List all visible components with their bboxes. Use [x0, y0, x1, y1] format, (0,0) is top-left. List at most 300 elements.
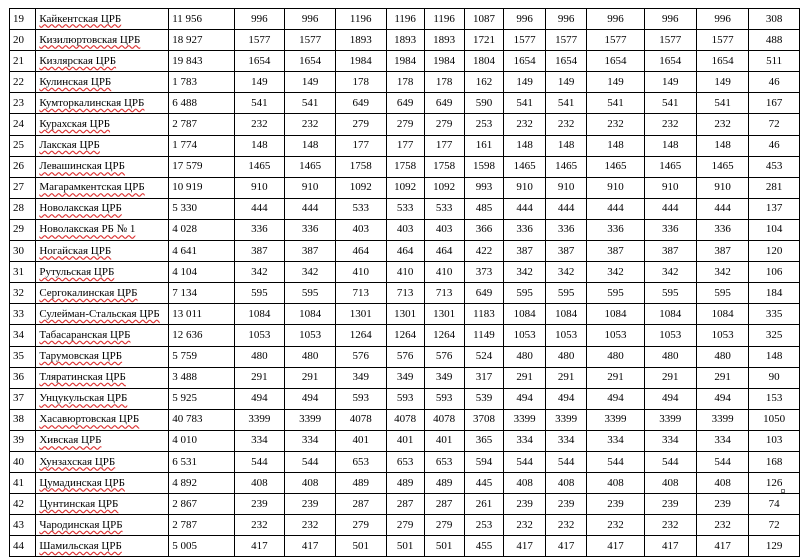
value-cell: 103 — [749, 430, 800, 451]
value-cell: 401 — [424, 430, 464, 451]
value-cell: 489 — [335, 473, 386, 494]
value-cell: 996 — [545, 9, 586, 30]
value-cell: 161 — [464, 135, 504, 156]
value-cell: 148 — [234, 135, 285, 156]
value-cell: 149 — [587, 72, 644, 93]
value-cell: 336 — [285, 219, 336, 240]
value-cell: 153 — [749, 388, 800, 409]
value-cell: 1893 — [386, 30, 424, 51]
value-cell: 1577 — [285, 30, 336, 51]
value-cell: 178 — [335, 72, 386, 93]
value-cell: 1577 — [234, 30, 285, 51]
value-cell: 1984 — [335, 51, 386, 72]
value-cell: 72 — [749, 114, 800, 135]
table-row — [10, 241, 800, 262]
value-cell: 417 — [504, 536, 545, 557]
value-cell: 137 — [749, 198, 800, 219]
hospital-name-cell — [36, 241, 169, 262]
value-cell: 334 — [285, 430, 336, 451]
hospital-name-cell — [36, 219, 169, 240]
table-row — [10, 72, 800, 93]
value-cell: 232 — [644, 114, 696, 135]
value-cell: 287 — [424, 494, 464, 515]
value-cell: 336 — [234, 219, 285, 240]
value-cell: 1465 — [504, 156, 545, 177]
value-cell: 590 — [464, 93, 504, 114]
row-number-cell: 43 — [10, 515, 36, 536]
hospital-name: Тляратинская ЦРБ — [39, 371, 126, 384]
value-cell: 544 — [285, 451, 336, 472]
value-cell: 1893 — [335, 30, 386, 51]
value-cell: 149 — [234, 72, 285, 93]
table-row — [10, 262, 800, 283]
total-cell: 7 134 — [169, 283, 234, 304]
value-cell: 3399 — [285, 409, 336, 430]
value-cell: 308 — [749, 9, 800, 30]
hospital-name: Унцукульская ЦРБ — [39, 392, 128, 405]
total-cell: 12 636 — [169, 325, 234, 346]
row-number-cell: 31 — [10, 262, 36, 283]
value-cell: 1053 — [545, 325, 586, 346]
value-cell: 1264 — [424, 325, 464, 346]
row-number-cell: 36 — [10, 367, 36, 388]
value-cell: 149 — [504, 72, 545, 93]
value-cell: 576 — [335, 346, 386, 367]
hospital-name: Сергокалинская ЦРБ — [39, 286, 138, 299]
value-cell: 1084 — [644, 304, 696, 325]
value-cell: 232 — [587, 114, 644, 135]
value-cell: 1084 — [234, 304, 285, 325]
value-cell: 1149 — [464, 325, 504, 346]
value-cell: 387 — [545, 241, 586, 262]
value-cell: 494 — [504, 388, 545, 409]
value-cell: 417 — [587, 536, 644, 557]
hospital-name-cell — [36, 177, 169, 198]
value-cell: 593 — [424, 388, 464, 409]
value-cell: 281 — [749, 177, 800, 198]
table-row — [10, 283, 800, 304]
value-cell: 410 — [386, 262, 424, 283]
value-cell: 148 — [545, 135, 586, 156]
value-cell: 541 — [285, 93, 336, 114]
value-cell: 649 — [464, 283, 504, 304]
value-cell: 1598 — [464, 156, 504, 177]
value-cell: 342 — [234, 262, 285, 283]
hospital-name: Кумторкалинская ЦРБ — [39, 96, 145, 109]
hospital-name: Ногайская ЦРБ — [39, 244, 112, 257]
value-cell: 595 — [285, 283, 336, 304]
row-number-cell: 35 — [10, 346, 36, 367]
value-cell: 46 — [749, 135, 800, 156]
hospital-name: Кизлярская ЦРБ — [39, 54, 117, 67]
value-cell: 480 — [644, 346, 696, 367]
value-cell: 910 — [696, 177, 748, 198]
hospital-name: Сулейман-Стальская ЦРБ — [39, 307, 160, 320]
value-cell: 291 — [696, 367, 748, 388]
table-row — [10, 177, 800, 198]
value-cell: 533 — [424, 198, 464, 219]
value-cell: 494 — [587, 388, 644, 409]
hospital-name-cell — [36, 198, 169, 219]
value-cell: 4078 — [424, 409, 464, 430]
value-cell: 541 — [644, 93, 696, 114]
value-cell: 336 — [587, 219, 644, 240]
total-cell: 10 919 — [169, 177, 234, 198]
value-cell: 1984 — [424, 51, 464, 72]
value-cell: 910 — [587, 177, 644, 198]
value-cell: 178 — [424, 72, 464, 93]
value-cell: 149 — [644, 72, 696, 93]
value-cell: 408 — [644, 473, 696, 494]
value-cell: 417 — [234, 536, 285, 557]
total-cell: 2 787 — [169, 515, 234, 536]
value-cell: 3399 — [234, 409, 285, 430]
total-cell: 17 579 — [169, 156, 234, 177]
value-cell: 291 — [504, 367, 545, 388]
value-cell: 162 — [464, 72, 504, 93]
value-cell: 910 — [644, 177, 696, 198]
hospital-name: Цумадинская ЦРБ — [39, 476, 125, 489]
value-cell: 1577 — [587, 30, 644, 51]
row-number-cell: 44 — [10, 536, 36, 557]
value-cell: 480 — [696, 346, 748, 367]
value-cell: 1577 — [644, 30, 696, 51]
total-cell: 5 759 — [169, 346, 234, 367]
value-cell: 401 — [386, 430, 424, 451]
table-row — [10, 51, 800, 72]
value-cell: 993 — [464, 177, 504, 198]
value-cell: 410 — [335, 262, 386, 283]
value-cell: 422 — [464, 241, 504, 262]
total-cell: 13 011 — [169, 304, 234, 325]
value-cell: 184 — [749, 283, 800, 304]
value-cell: 387 — [696, 241, 748, 262]
row-number-cell: 23 — [10, 93, 36, 114]
total-cell: 2 787 — [169, 114, 234, 135]
hospital-name-cell — [36, 367, 169, 388]
value-cell: 365 — [464, 430, 504, 451]
value-cell: 279 — [386, 114, 424, 135]
value-cell: 401 — [335, 430, 386, 451]
hospital-name: Магарамкентская ЦРБ — [39, 181, 145, 194]
value-cell: 334 — [696, 430, 748, 451]
value-cell: 544 — [545, 451, 586, 472]
value-cell: 1053 — [644, 325, 696, 346]
value-cell: 334 — [587, 430, 644, 451]
value-cell: 593 — [335, 388, 386, 409]
value-cell: 408 — [696, 473, 748, 494]
value-cell: 480 — [234, 346, 285, 367]
value-cell: 541 — [696, 93, 748, 114]
hospital-name: Хасавюртовская ЦРБ — [39, 413, 140, 426]
value-cell: 996 — [285, 9, 336, 30]
value-cell: 239 — [545, 494, 586, 515]
value-cell: 594 — [464, 451, 504, 472]
value-cell: 336 — [504, 219, 545, 240]
value-cell: 279 — [335, 515, 386, 536]
value-cell: 511 — [749, 51, 800, 72]
value-cell: 533 — [386, 198, 424, 219]
table-row — [10, 430, 800, 451]
hospital-name-cell — [36, 304, 169, 325]
value-cell: 342 — [504, 262, 545, 283]
value-cell: 445 — [464, 473, 504, 494]
value-cell: 239 — [587, 494, 644, 515]
hospital-name-cell — [36, 72, 169, 93]
hospital-name: Лакская ЦРБ — [39, 139, 100, 152]
value-cell: 177 — [424, 135, 464, 156]
value-cell: 488 — [749, 30, 800, 51]
value-cell: 910 — [285, 177, 336, 198]
value-cell: 287 — [335, 494, 386, 515]
value-cell: 291 — [545, 367, 586, 388]
value-cell: 387 — [587, 241, 644, 262]
value-cell: 387 — [644, 241, 696, 262]
value-cell: 1084 — [696, 304, 748, 325]
value-cell: 1301 — [386, 304, 424, 325]
total-cell: 6 488 — [169, 93, 234, 114]
row-number-cell: 29 — [10, 219, 36, 240]
table-row — [10, 30, 800, 51]
value-cell: 576 — [386, 346, 424, 367]
value-cell: 649 — [424, 93, 464, 114]
row-number-cell: 24 — [10, 114, 36, 135]
row-number-cell: 33 — [10, 304, 36, 325]
hospital-name-cell — [36, 325, 169, 346]
table-row — [10, 473, 800, 494]
table-body — [10, 9, 800, 557]
value-cell: 148 — [696, 135, 748, 156]
row-number-cell: 28 — [10, 198, 36, 219]
hospital-name: Курахская ЦРБ — [39, 118, 111, 131]
table-row — [10, 304, 800, 325]
value-cell: 342 — [587, 262, 644, 283]
hospital-name-cell — [36, 51, 169, 72]
value-cell: 1301 — [335, 304, 386, 325]
value-cell: 533 — [335, 198, 386, 219]
value-cell: 996 — [234, 9, 285, 30]
value-cell: 232 — [285, 515, 336, 536]
value-cell: 334 — [644, 430, 696, 451]
hospital-name: Кизилюртовская ЦРБ — [39, 33, 141, 46]
value-cell: 713 — [386, 283, 424, 304]
value-cell: 1654 — [234, 51, 285, 72]
value-cell: 279 — [335, 114, 386, 135]
value-cell: 1084 — [285, 304, 336, 325]
value-cell: 232 — [644, 515, 696, 536]
hospital-name-cell — [36, 451, 169, 472]
hospital-name-cell — [36, 346, 169, 367]
value-cell: 336 — [644, 219, 696, 240]
value-cell: 178 — [386, 72, 424, 93]
value-cell: 120 — [749, 241, 800, 262]
value-cell: 1092 — [424, 177, 464, 198]
total-cell: 4 104 — [169, 262, 234, 283]
value-cell: 261 — [464, 494, 504, 515]
total-cell: 11 956 — [169, 9, 234, 30]
value-cell: 1654 — [545, 51, 586, 72]
table-row — [10, 9, 800, 30]
value-cell: 149 — [696, 72, 748, 93]
value-cell: 149 — [545, 72, 586, 93]
hospital-name-cell — [36, 536, 169, 557]
value-cell: 653 — [386, 451, 424, 472]
value-cell: 464 — [335, 241, 386, 262]
hospital-name: Хивская ЦРБ — [39, 434, 102, 447]
value-cell: 1092 — [335, 177, 386, 198]
value-cell: 544 — [644, 451, 696, 472]
hospital-name-cell — [36, 135, 169, 156]
value-cell: 1196 — [335, 9, 386, 30]
value-cell: 349 — [335, 367, 386, 388]
value-cell: 408 — [504, 473, 545, 494]
value-cell: 387 — [504, 241, 545, 262]
value-cell: 595 — [696, 283, 748, 304]
value-cell: 444 — [234, 198, 285, 219]
value-cell: 349 — [424, 367, 464, 388]
value-cell: 239 — [285, 494, 336, 515]
table-row — [10, 346, 800, 367]
value-cell: 444 — [696, 198, 748, 219]
hospital-name: Цунтинская ЦРБ — [39, 497, 119, 510]
row-number-cell: 40 — [10, 451, 36, 472]
total-cell: 6 531 — [169, 451, 234, 472]
value-cell: 342 — [285, 262, 336, 283]
value-cell: 334 — [545, 430, 586, 451]
value-cell: 1084 — [587, 304, 644, 325]
value-cell: 291 — [587, 367, 644, 388]
value-cell: 408 — [285, 473, 336, 494]
value-cell: 1465 — [587, 156, 644, 177]
hospital-name: Тарумовская ЦРБ — [39, 350, 123, 363]
row-number-cell: 26 — [10, 156, 36, 177]
value-cell: 232 — [545, 515, 586, 536]
value-cell: 544 — [696, 451, 748, 472]
value-cell: 480 — [545, 346, 586, 367]
table-row — [10, 156, 800, 177]
value-cell: 1654 — [587, 51, 644, 72]
table-row — [10, 494, 800, 515]
value-cell: 417 — [285, 536, 336, 557]
value-cell: 1654 — [504, 51, 545, 72]
value-cell: 653 — [424, 451, 464, 472]
value-cell: 74 — [749, 494, 800, 515]
value-cell: 417 — [644, 536, 696, 557]
hospital-name-cell — [36, 515, 169, 536]
value-cell: 349 — [386, 367, 424, 388]
value-cell: 649 — [386, 93, 424, 114]
value-cell: 1577 — [504, 30, 545, 51]
row-number-cell: 27 — [10, 177, 36, 198]
value-cell: 541 — [587, 93, 644, 114]
value-cell: 279 — [424, 114, 464, 135]
hospital-name: Рутульская ЦРБ — [39, 265, 115, 278]
value-cell: 72 — [749, 515, 800, 536]
value-cell: 232 — [285, 114, 336, 135]
value-cell: 595 — [587, 283, 644, 304]
value-cell: 524 — [464, 346, 504, 367]
value-cell: 1758 — [335, 156, 386, 177]
value-cell: 1758 — [386, 156, 424, 177]
value-cell: 408 — [587, 473, 644, 494]
value-cell: 325 — [749, 325, 800, 346]
hospital-name: Новолакская ЦРБ — [39, 202, 122, 215]
value-cell: 1465 — [545, 156, 586, 177]
value-cell: 1465 — [285, 156, 336, 177]
value-cell: 287 — [386, 494, 424, 515]
value-cell: 3399 — [587, 409, 644, 430]
row-number-cell: 19 — [10, 9, 36, 30]
value-cell: 480 — [504, 346, 545, 367]
value-cell: 232 — [545, 114, 586, 135]
value-cell: 595 — [545, 283, 586, 304]
row-number-cell: 22 — [10, 72, 36, 93]
value-cell: 501 — [424, 536, 464, 557]
value-cell: 1050 — [749, 409, 800, 430]
value-cell: 539 — [464, 388, 504, 409]
value-cell: 444 — [644, 198, 696, 219]
value-cell: 1084 — [545, 304, 586, 325]
value-cell: 1264 — [335, 325, 386, 346]
hospital-name-cell — [36, 409, 169, 430]
value-cell: 336 — [545, 219, 586, 240]
value-cell: 494 — [644, 388, 696, 409]
value-cell: 336 — [696, 219, 748, 240]
total-cell: 5 330 — [169, 198, 234, 219]
value-cell: 3399 — [545, 409, 586, 430]
value-cell: 444 — [285, 198, 336, 219]
value-cell: 106 — [749, 262, 800, 283]
row-number-cell: 37 — [10, 388, 36, 409]
value-cell: 279 — [386, 515, 424, 536]
value-cell: 387 — [234, 241, 285, 262]
hospital-name: Табасаранская ЦРБ — [39, 328, 131, 341]
value-cell: 1264 — [386, 325, 424, 346]
value-cell: 291 — [285, 367, 336, 388]
value-cell: 464 — [386, 241, 424, 262]
value-cell: 366 — [464, 219, 504, 240]
value-cell: 334 — [234, 430, 285, 451]
total-cell: 3 488 — [169, 367, 234, 388]
value-cell: 3708 — [464, 409, 504, 430]
value-cell: 177 — [335, 135, 386, 156]
row-number-cell: 21 — [10, 51, 36, 72]
hospital-name-cell — [36, 30, 169, 51]
table-row — [10, 219, 800, 240]
value-cell: 417 — [696, 536, 748, 557]
total-cell: 4 010 — [169, 430, 234, 451]
value-cell: 996 — [587, 9, 644, 30]
hospital-name: Новолакская РБ № 1 — [39, 223, 136, 236]
value-cell: 1053 — [285, 325, 336, 346]
allocation-table — [9, 8, 800, 557]
value-cell: 3399 — [504, 409, 545, 430]
value-cell: 910 — [545, 177, 586, 198]
value-cell: 232 — [234, 114, 285, 135]
row-number-cell: 30 — [10, 241, 36, 262]
value-cell: 239 — [504, 494, 545, 515]
value-cell: 177 — [386, 135, 424, 156]
value-cell: 444 — [545, 198, 586, 219]
document-page — [9, 8, 800, 557]
hospital-name-cell — [36, 156, 169, 177]
value-cell: 239 — [696, 494, 748, 515]
value-cell: 1053 — [696, 325, 748, 346]
value-cell: 444 — [504, 198, 545, 219]
value-cell: 253 — [464, 114, 504, 135]
value-cell: 713 — [335, 283, 386, 304]
value-cell: 544 — [234, 451, 285, 472]
